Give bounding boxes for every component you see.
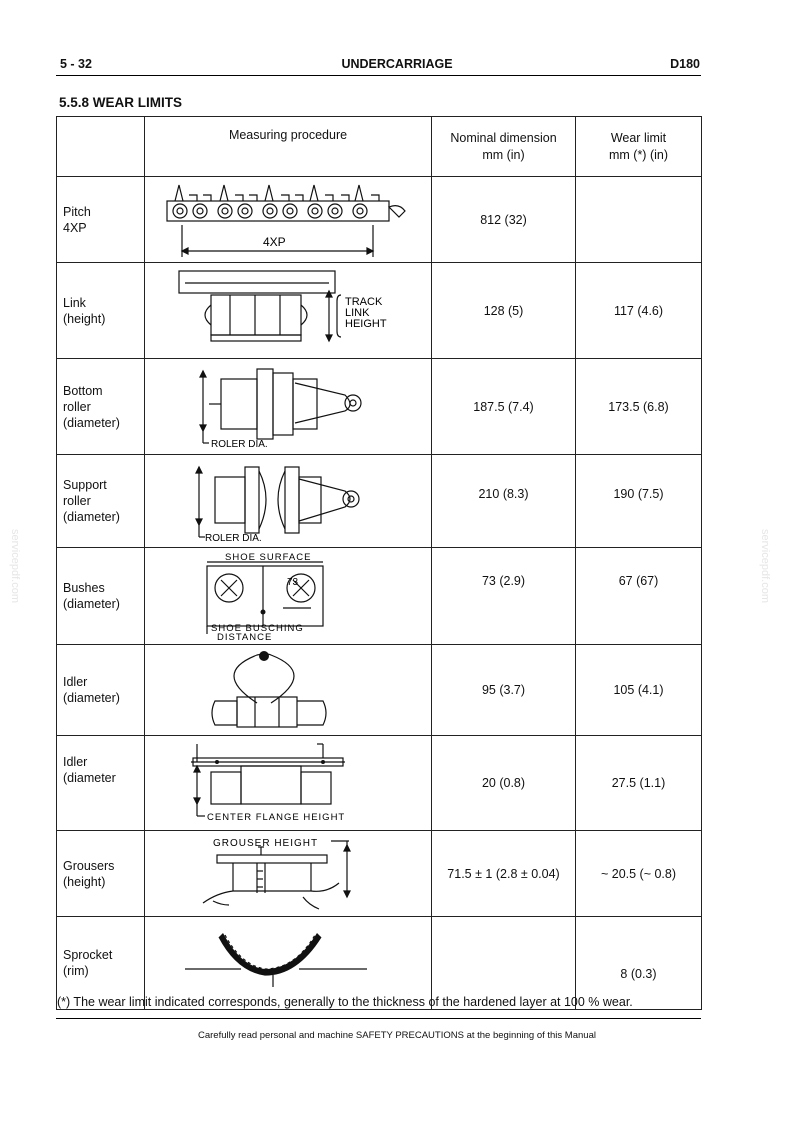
figure-label: GROUSER HEIGHT	[213, 838, 319, 849]
page-number: 5 - 32	[60, 57, 92, 71]
watermark-right: servicepdf.com	[758, 529, 771, 603]
nominal-value: 95 (3.7)	[432, 645, 576, 736]
row-label-line: Support	[63, 478, 107, 492]
row-label-line: (height)	[63, 311, 106, 326]
wear-value: ~ 20.5 (~ 0.8)	[576, 831, 702, 917]
wear-value: 190 (7.5)	[576, 455, 702, 548]
header-procedure: Measuring procedure	[145, 117, 432, 177]
row-label	[57, 736, 145, 831]
figure-label: ROLER DIA.	[205, 533, 262, 544]
figure-label: DISTANCE	[217, 632, 273, 643]
row-label-line: Link	[63, 295, 86, 310]
figure-label: SHOE BUSCHING	[211, 623, 304, 634]
figure-cell	[145, 548, 432, 645]
row-label-line: roller	[63, 494, 91, 508]
nominal-value: 187.5 (7.4)	[432, 359, 576, 455]
footnote: (*) The wear limit indicated corresponds, generally to the thickness of the hardened layer at 100 % wear.	[57, 995, 633, 1009]
figure-cell	[145, 455, 432, 548]
row-label-line: (height)	[63, 874, 106, 889]
table-row-bushes	[57, 548, 702, 645]
row-label-line: Idler	[63, 755, 88, 769]
figure-cell	[145, 359, 432, 455]
row-label-line: Grousers	[63, 858, 115, 873]
table-row-support-roller	[57, 455, 702, 548]
figure-label: ROLER DIA.	[211, 439, 268, 450]
figure-label: SHOE SURFACE	[225, 552, 312, 563]
row-label	[57, 548, 145, 645]
row-label-line: Bushes	[63, 581, 105, 595]
header-nominal	[432, 117, 576, 177]
idler-flange-diagram	[145, 736, 432, 830]
figure-label: HEIGHT	[345, 318, 387, 330]
wear-value: 105 (4.1)	[576, 645, 702, 736]
bottom-roller-diagram	[145, 359, 432, 454]
row-label-line: (diameter	[63, 771, 116, 785]
nominal-value: 210 (8.3)	[432, 455, 576, 548]
row-label-line: Idler	[63, 675, 88, 689]
row-label-line: Sprocket	[63, 948, 113, 962]
wear-value: 8 (0.3)	[576, 917, 702, 1010]
header-wear-line1: Wear limit	[610, 130, 667, 145]
grousers-diagram	[145, 831, 432, 916]
table-row-pitch	[57, 177, 702, 263]
chapter-title: UNDERCARRIAGE	[341, 57, 453, 71]
table-row-idler-flange	[57, 736, 702, 831]
row-label-line: (diameter)	[63, 510, 120, 524]
model-name: D180	[670, 57, 700, 71]
header-nominal-line1: Nominal dimension	[450, 130, 557, 145]
row-label-line: Pitch	[63, 204, 91, 219]
header-nominal-line2: mm (in)	[482, 147, 525, 162]
footer-rule	[56, 1018, 701, 1019]
wear-value	[576, 177, 702, 263]
row-label	[57, 645, 145, 736]
row-label-line: (rim)	[63, 964, 89, 978]
table-row-grousers	[57, 831, 702, 917]
wear-value: 67 (67)	[576, 548, 702, 645]
row-label	[57, 177, 145, 263]
wear-value: 173.5 (6.8)	[576, 359, 702, 455]
nominal-value: 812 (32)	[432, 177, 576, 263]
row-label	[57, 359, 145, 455]
nominal-value: 20 (0.8)	[432, 736, 576, 831]
row-label-line: Bottom	[63, 383, 103, 398]
link-diagram	[145, 263, 432, 358]
figure-label: LINK	[345, 307, 370, 319]
figure-cell	[145, 736, 432, 831]
header-wear	[576, 117, 702, 177]
section-title: 5.5.8 WEAR LIMITS	[59, 95, 183, 110]
nominal-value: 71.5 ± 1 (2.8 ± 0.04)	[432, 831, 576, 917]
wear-value: 117 (4.6)	[576, 263, 702, 359]
row-label-line: (diameter)	[63, 415, 120, 430]
row-label	[57, 831, 145, 917]
figure-cell	[145, 263, 432, 359]
figure-cell	[145, 831, 432, 917]
row-label	[57, 263, 145, 359]
row-label-line: (diameter)	[63, 691, 120, 705]
wear-value: 27.5 (1.1)	[576, 736, 702, 831]
row-label-line: (diameter)	[63, 597, 120, 611]
header-rule	[56, 75, 701, 76]
table-row-bottom-roller	[57, 359, 702, 455]
figure-label: TRACK	[345, 296, 383, 308]
header-label-cell	[57, 117, 145, 177]
figure-cell	[145, 177, 432, 263]
header-wear-line2: mm (*) (in)	[608, 147, 668, 162]
figure-label: 73	[287, 577, 299, 588]
figure-cell	[145, 645, 432, 736]
watermark-left: servicepdf.com	[8, 529, 21, 603]
row-label	[57, 455, 145, 548]
table-row-link	[57, 263, 702, 359]
support-roller-diagram	[145, 455, 432, 547]
idler-diameter-diagram	[145, 645, 432, 735]
table-row-idler-diameter	[57, 645, 702, 736]
row-label-line: roller	[63, 399, 91, 414]
row-label-line: 4XP	[63, 220, 87, 235]
nominal-value: 128 (5)	[432, 263, 576, 359]
wear-limits-table	[56, 116, 702, 1010]
table-header-row	[57, 117, 702, 177]
figure-label: 4XP	[263, 235, 286, 249]
figure-label: CENTER FLANGE HEIGHT	[207, 812, 346, 823]
nominal-value: 73 (2.9)	[432, 548, 576, 645]
bushes-diagram	[145, 548, 432, 644]
safety-note: Carefully read personal and machine SAFETY PRECAUTIONS at the beginning of this Manual	[198, 1030, 596, 1041]
pitch-diagram	[145, 177, 432, 262]
